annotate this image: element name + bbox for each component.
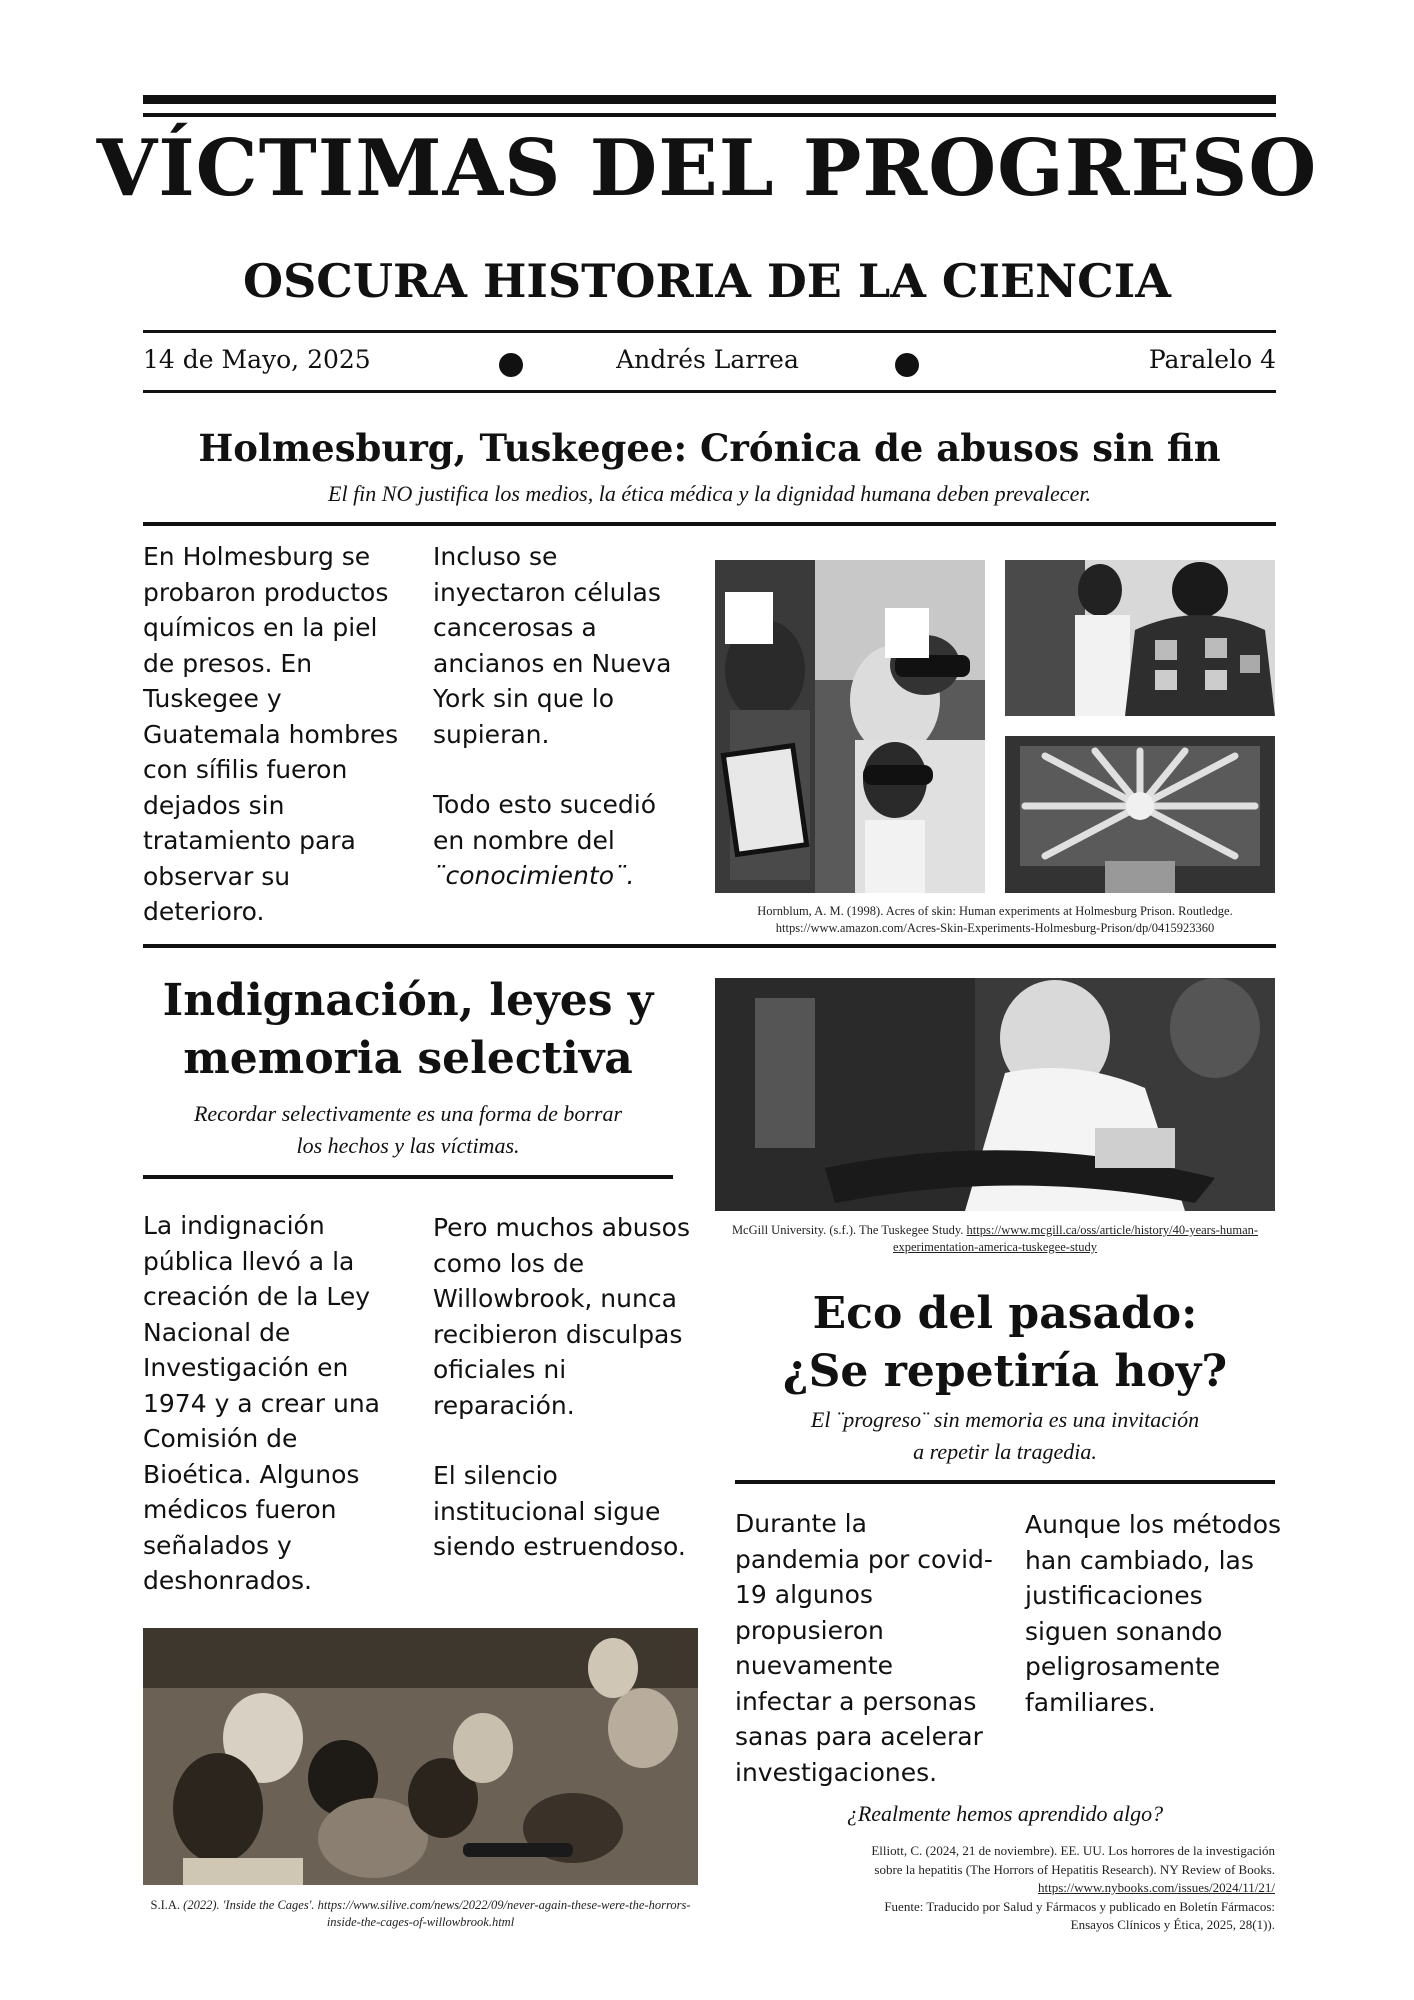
article2-headline-line2: memoria selectiva	[183, 1033, 633, 1084]
article1-column2	[433, 539, 693, 894]
issue-date: 14 de Mayo, 2025	[143, 345, 371, 374]
article2-rule	[143, 1175, 673, 1179]
reference-line4: Fuente: Traducido por Salud y Fármacos y publicado en Boletín Fármacos:	[884, 1898, 1275, 1914]
article3-col2-text: Aunque los métodos han cambiado, las justificaciones siguen sonando peligrosamente familiares.	[1025, 1510, 1282, 1717]
willowbrook-photo	[143, 1628, 698, 1885]
author-name: Andrés Larrea	[616, 345, 799, 374]
article1-col2-p2-text: Todo esto sucedió en nombre del	[433, 790, 656, 855]
willowbrook-photo-art	[143, 1628, 698, 1885]
closing-question: ¿Realmente hemos aprendido algo?	[846, 1801, 1164, 1826]
article2-headline-line1: Indignación, leyes y	[162, 975, 654, 1026]
reference-line5: Ensayos Clínicos y Ética, 2025, 28(1)).	[1070, 1917, 1275, 1932]
tuskegee-caption	[715, 1222, 1275, 1256]
article2-tagline	[143, 1098, 673, 1162]
top-rule-thick	[143, 95, 1276, 104]
tuskegee-study-photo	[715, 978, 1275, 1211]
top-rule-thin	[143, 113, 1276, 117]
article2-col2-p1: Pero muchos abusos como los de Willowbrook, nunca recibieron disculpas oficiales ni reparación.	[433, 1213, 690, 1420]
article3-tagline-line2: a repetir la tragedia.	[913, 1439, 1097, 1464]
article3-rule	[735, 1480, 1275, 1484]
article1-col2-p1: Incluso se inyectaron células cancerosas a ancianos en Nueva York sin que lo supieran.	[433, 542, 672, 749]
article1-col1-text: En Holmesburg se probaron productos químicos en la piel de presos. En Tuskegee y Guatemala hombres con sífilis fueron dejados sin tratamiento para observar su deterioro.	[143, 542, 399, 926]
section-label: Paralelo 4	[1148, 345, 1276, 374]
newspaper-subtitle: OSCURA HISTORIA DE LA CIENCIA	[243, 254, 1171, 308]
separator-dot	[895, 353, 919, 377]
article3-col1-text: Durante la pandemia por covid-19 algunos propusieron nuevamente infectar a personas sanas para acelerar investigaciones.	[735, 1509, 993, 1787]
article2-column1	[143, 1208, 403, 1599]
skin-test-back-photo	[1005, 560, 1275, 716]
reference-link[interactable]: https://www.nybooks.com/issues/2024/11/21/	[1037, 1880, 1275, 1895]
article1-rule	[143, 522, 1276, 526]
article3-column2	[1025, 1507, 1285, 1720]
article1-col2-p2-em: ¨conocimiento¨.	[433, 861, 635, 890]
article1-caption-line1: Hornblum, A. M. (1998). Acres of skin: Human experiments at Holmesburg Prison. Routledge.	[757, 904, 1233, 918]
article1-col2-p2	[433, 787, 693, 894]
willowbrook-caption-text[interactable]: (2022). 'Inside the Cages'. https://www.silive.com/news/2022/09/never-again-these-were-the-horrors-inside-the-cages-of-willowbrook.html	[183, 1898, 691, 1929]
article2-column2	[433, 1210, 693, 1565]
article3-column1	[735, 1506, 995, 1790]
skin-test-photo-art	[1005, 560, 1275, 716]
tuskegee-photo-art	[715, 978, 1275, 1211]
reference-line2: sobre la hepatitis (The Horrors of Hepatitis Research). NY Review of Books.	[874, 1861, 1275, 1877]
article3-reference	[735, 1842, 1275, 1935]
article2-tagline-line2: los hechos y las víctimas.	[296, 1133, 520, 1158]
prison-aerial-art	[1005, 736, 1275, 893]
article2-col1-text: La indignación pública llevó a la creación de la Ley Nacional de Investigación en 1974 y a crear una Comisión de Bioética. Algunos médicos fueron señalados y deshonrados.	[143, 1211, 380, 1595]
article3-headline-line1: Eco del pasado:	[812, 1288, 1198, 1339]
article1-headline: Holmesburg, Tuskegee: Crónica de abusos sin fin	[198, 426, 1221, 470]
newspaper-title: VÍCTIMAS DEL PROGRESO	[96, 123, 1318, 214]
info-rule-bottom	[143, 390, 1276, 393]
holmesburg-photo-art	[715, 560, 985, 893]
article3-headline-line2: ¿Se repetiría hoy?	[782, 1346, 1228, 1397]
article2-tagline-line1: Recordar selectivamente es una forma de borrar	[193, 1101, 623, 1126]
info-rule-top	[143, 330, 1276, 333]
reference-line1: Elliott, C. (2024, 21 de noviembre). EE. UU. Los horrores de la investigación	[871, 1843, 1275, 1858]
article2-col2-p2: El silencio institucional sigue siendo estruendoso.	[433, 1461, 686, 1561]
prison-aerial-photo	[1005, 736, 1275, 893]
willowbrook-caption-prefix: S.I.A.	[150, 1898, 184, 1912]
article3-tagline	[735, 1404, 1275, 1468]
article1-column1	[143, 539, 403, 930]
tuskegee-caption-prefix: McGill University. (s.f.). The Tuskegee Study.	[731, 1223, 967, 1237]
article1-tagline: El fin NO justifica los medios, la ética médica y la dignidad humana deben prevalecer.	[328, 481, 1091, 506]
holmesburg-experiment-photo	[715, 560, 985, 893]
willowbrook-caption	[143, 1897, 698, 1931]
article3-headline	[735, 1285, 1275, 1401]
article2-headline	[143, 972, 673, 1088]
article1-bottom-rule	[143, 944, 1276, 948]
separator-dot	[499, 353, 523, 377]
article1-photo-caption	[690, 903, 1300, 937]
article1-caption-line2[interactable]: https://www.amazon.com/Acres-Skin-Experiments-Holmesburg-Prison/dp/0415923360	[775, 921, 1215, 935]
tuskegee-caption-link[interactable]: https://www.mcgill.ca/oss/article/history/40-years-human-experimentation-america-tuskegee-study	[892, 1223, 1259, 1254]
article3-tagline-line1: El ¨progreso¨ sin memoria es una invitación	[810, 1407, 1200, 1432]
